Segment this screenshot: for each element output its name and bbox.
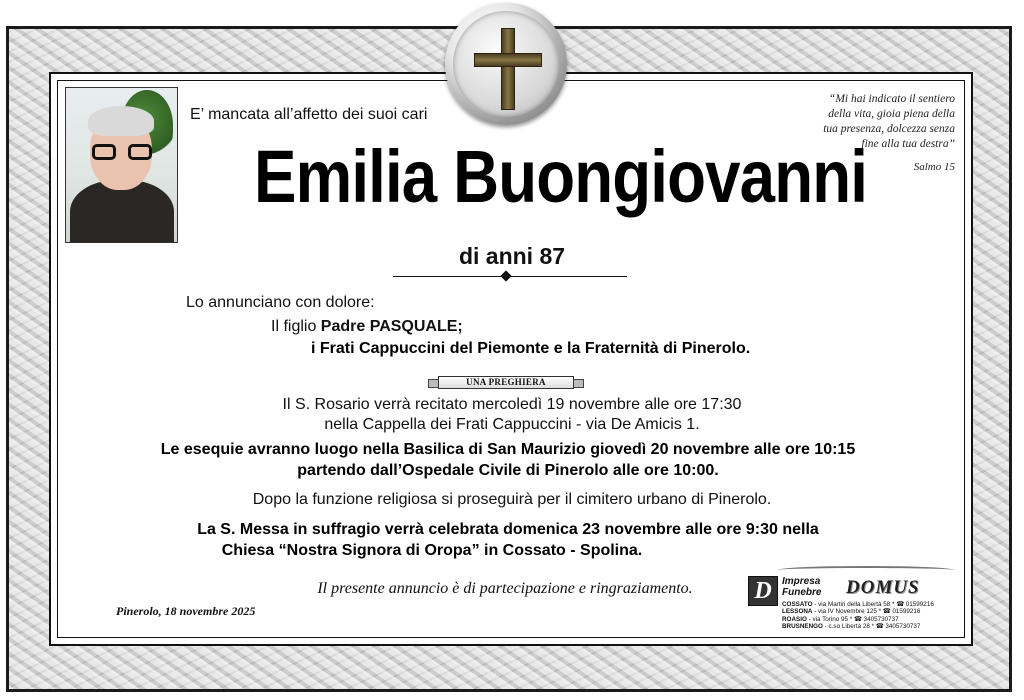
funeral-line-1: Le esequie avranno luogo nella Basilica di San Maurizio giovedì 20 novembre alle ore 10:15 <box>160 441 856 458</box>
logo-initial: D <box>754 578 772 604</box>
photo-glasses <box>92 144 152 162</box>
announce-intro: Lo annunciano con dolore: <box>186 294 375 311</box>
address-line: COSSATO - via Martiri della Libertà 58 * ☎ 01599216 <box>782 601 934 608</box>
quote-line: “Mi hai indicato il sentiero <box>828 93 955 105</box>
deceased-name: Emilia Buongiovanni <box>254 135 868 218</box>
friars-line: i Frati Cappuccini del Piemonte e la Fraternità di Pinerolo. <box>311 340 751 357</box>
quote-line: fine alla tua destra” <box>861 138 955 150</box>
quote-source: Salmo 15 <box>913 161 955 173</box>
funeral-line-2: partendo dall’Ospedale Civile di Pinerolo alle ore 10:00. <box>297 462 719 479</box>
son-line <box>271 318 463 336</box>
prayer-label: UNA PREGHIERA <box>466 377 546 387</box>
logo-brand: DOMUS <box>846 577 920 598</box>
closing-text: Il presente annuncio è di partecipazione e ringraziamento. <box>317 580 693 597</box>
logo-impresa <box>782 576 821 598</box>
photo-hair <box>88 106 154 136</box>
cross-icon-arm <box>474 53 542 67</box>
funeral-home-addresses <box>782 601 954 631</box>
address-line: LESSONA - via IV Novembre 125 * ☎ 01599216 <box>782 608 921 616</box>
address-line: ROASIO - via Torino 95 * ☎ 3405730737 <box>782 615 899 623</box>
quote-line: tua presenza, dolcezza senza <box>823 123 955 135</box>
rosary-line-1: Il S. Rosario verrà recitato mercoledì 19 novembre alle ore 17:30 <box>282 396 742 413</box>
logo-swoosh <box>778 566 954 574</box>
mass-line-2: Chiesa “Nostra Signora di Oropa” in Cossato - Spolina. <box>221 542 643 559</box>
address-line: BRUSNENGO - c.so Libertà 28 * ☎ 3405730737 <box>782 623 921 631</box>
prayer-ribbon <box>428 376 584 390</box>
logo-initial-box <box>748 576 778 606</box>
place-date: Pinerolo, 18 novembre 2025 <box>116 604 256 618</box>
psalm-quote <box>790 92 955 152</box>
ornamental-divider <box>393 275 627 278</box>
cross-medallion <box>445 3 567 125</box>
intro-text: E’ mancata all’affetto dei suoi cari <box>190 106 428 123</box>
logo-impresa-word: Impresa <box>782 576 821 587</box>
son-prefix: Il figlio <box>271 318 321 335</box>
cemetery-line: Dopo la funzione religiosa si proseguirà per il cimitero urbano di Pinerolo. <box>252 491 772 508</box>
portrait-photo <box>65 87 178 243</box>
funeral-home-logo <box>748 566 956 638</box>
quote-line: della vita, gioia piena della <box>828 108 955 120</box>
son-name: Padre PASQUALE; <box>320 318 463 335</box>
mass-line-1: La S. Messa in suffragio verrà celebrata domenica 23 novembre alle ore 9:30 nella <box>197 521 819 538</box>
deceased-age: di anni 87 <box>458 243 566 269</box>
logo-funebre-word: Funebre <box>782 587 822 598</box>
rosary-line-2: nella Cappella dei Frati Cappuccini - via De Amicis 1. <box>324 416 700 433</box>
cross-icon <box>501 28 515 110</box>
